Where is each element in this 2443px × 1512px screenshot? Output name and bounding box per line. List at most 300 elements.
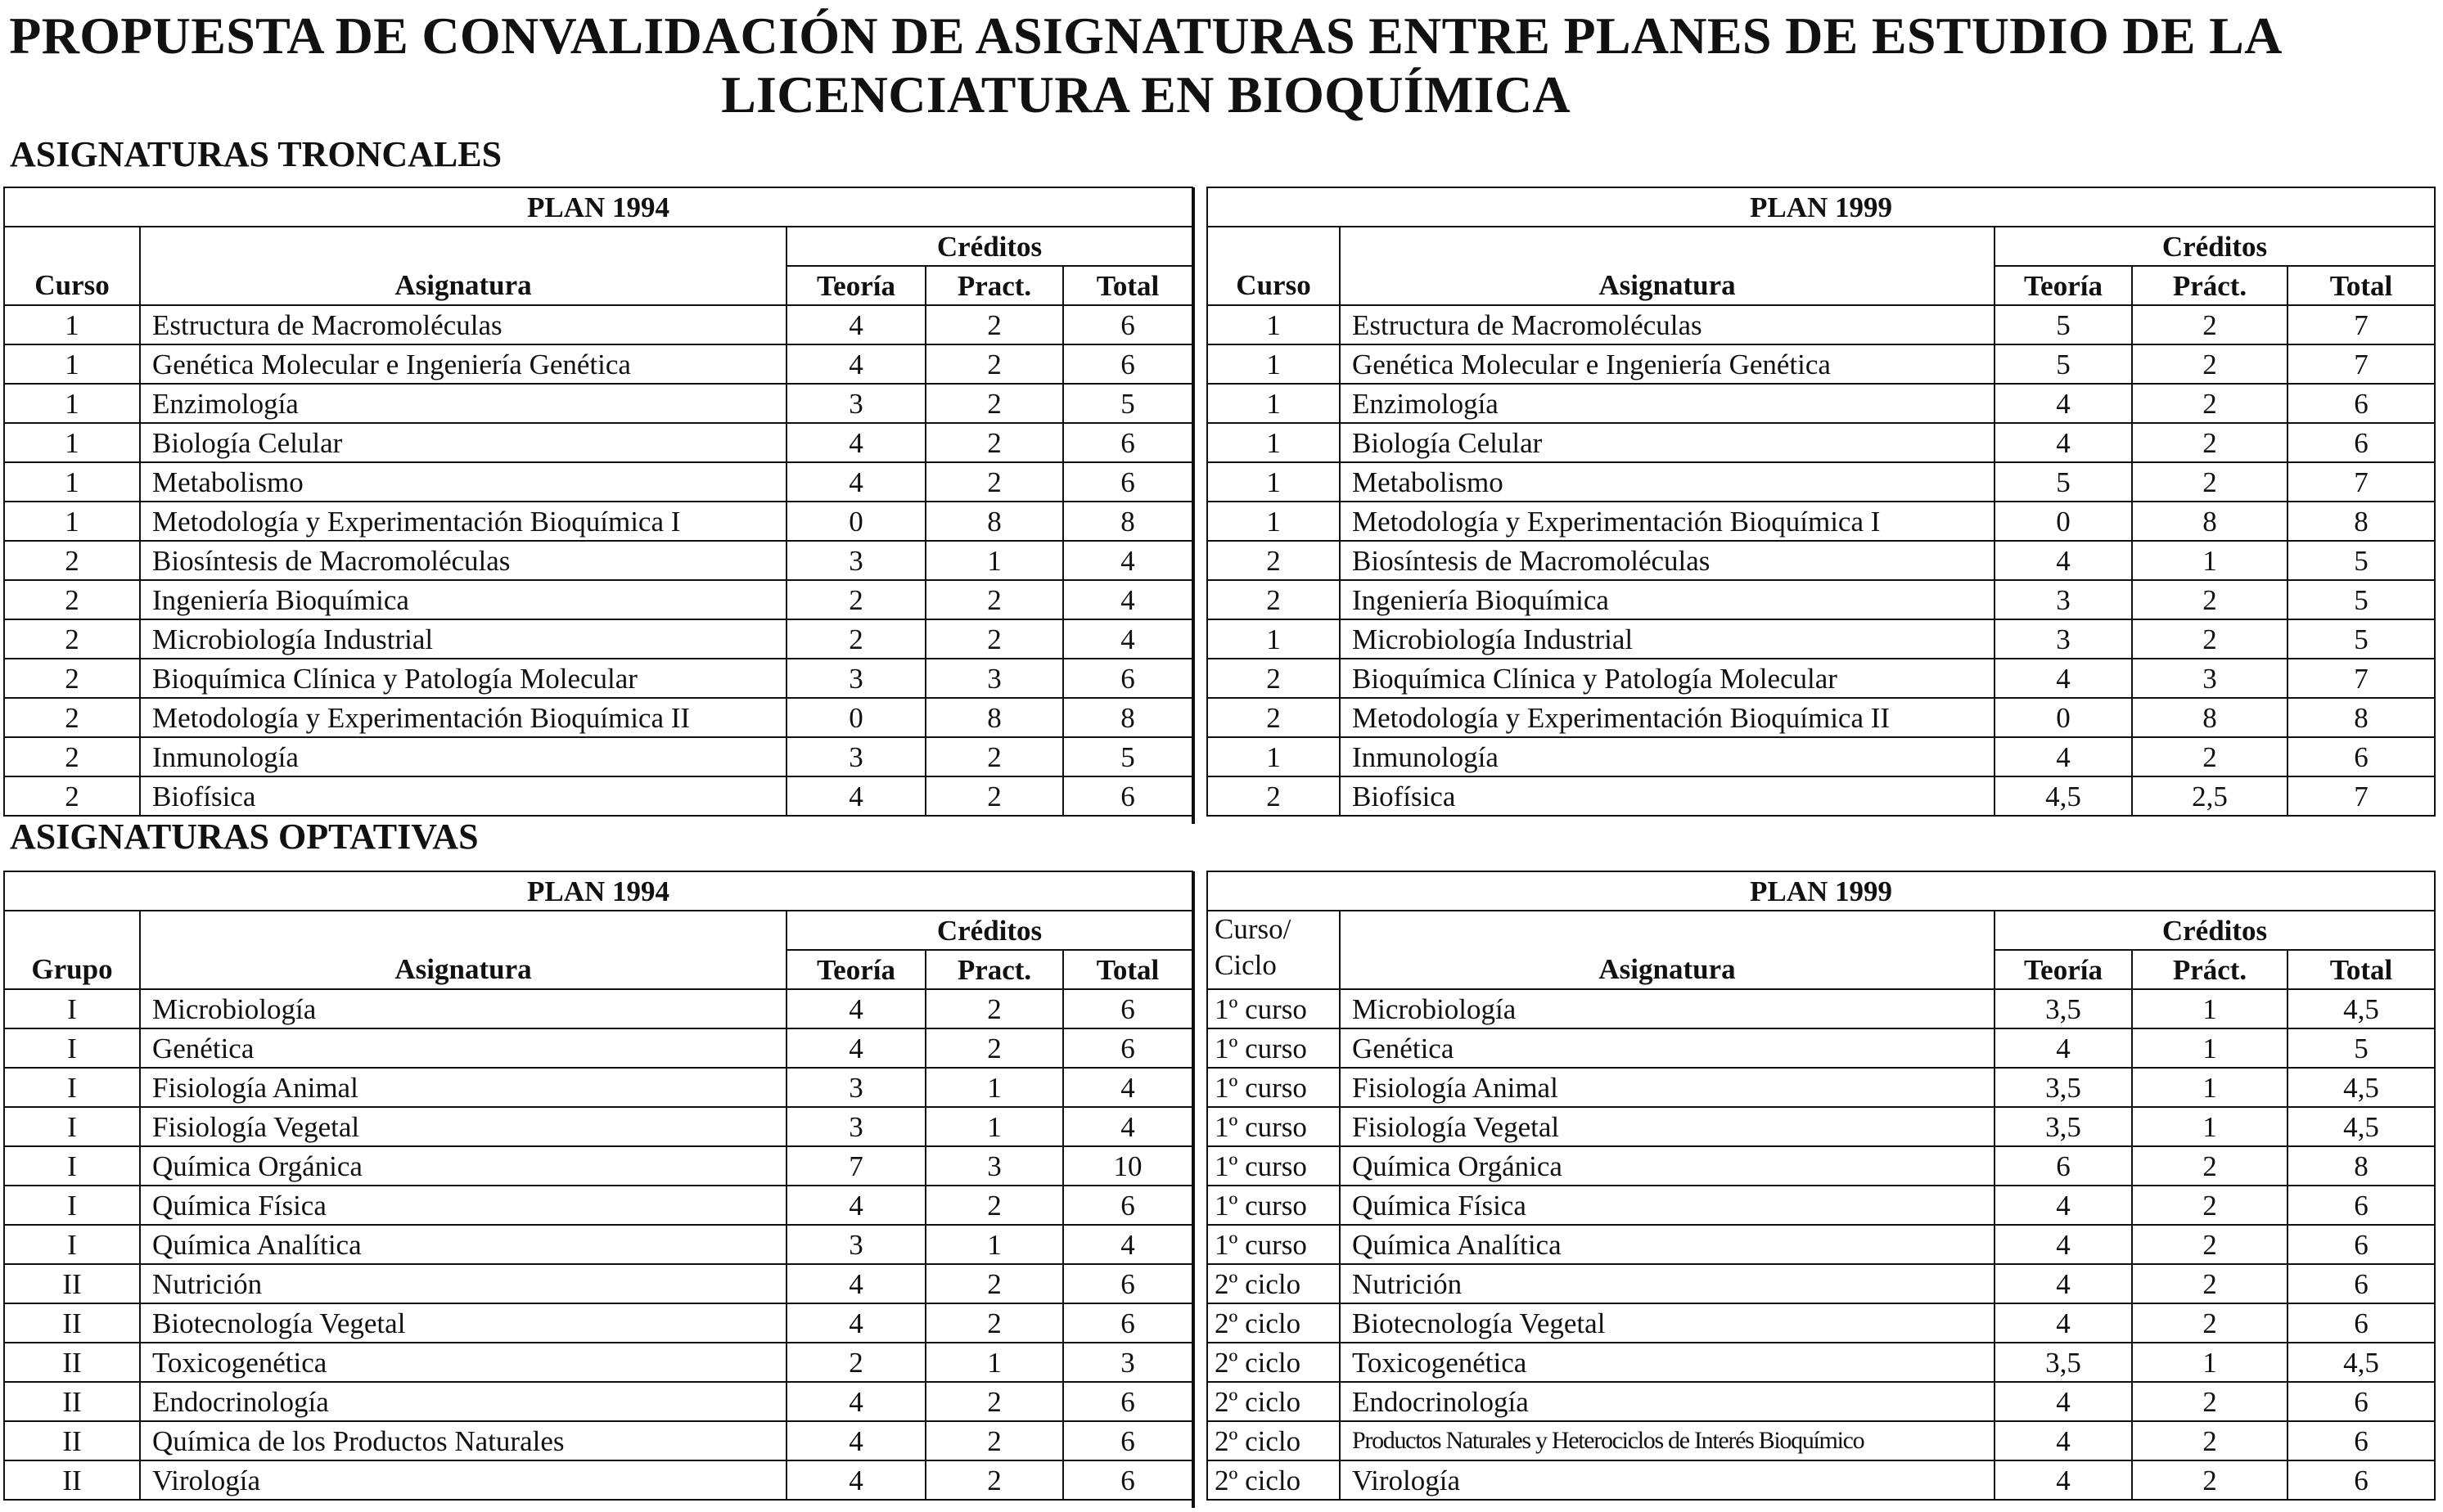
table-row [4, 305, 1192, 344]
cell-grupo: II [4, 1382, 140, 1421]
cell-teoria: 3 [787, 1107, 926, 1146]
cell-pract: 1 [2132, 541, 2287, 580]
cell-asignatura: Genética [140, 1028, 787, 1068]
table-row [4, 384, 1192, 423]
cell-pract: 2 [2132, 1264, 2287, 1303]
cell-asignatura: Inmunología [1340, 737, 1995, 776]
cell-curso: 2 [1207, 659, 1340, 698]
cell-curso: 2 [1207, 698, 1340, 737]
header-creditos: Créditos [787, 911, 1192, 950]
cell-teoria: 2 [787, 580, 926, 619]
cell-pract: 1 [926, 1343, 1063, 1382]
cell-pract: 2,5 [2132, 776, 2287, 816]
cell-asignatura: Química de los Productos Naturales [140, 1421, 787, 1460]
table-row [1207, 580, 2435, 619]
cell-total: 6 [2287, 384, 2435, 423]
cell-pract: 2 [2132, 1225, 2287, 1264]
table-row [1207, 737, 2435, 776]
table-row [4, 1264, 1192, 1303]
cell-total: 4,5 [2287, 989, 2435, 1028]
cell-teoria: 2 [787, 619, 926, 659]
cell-curso: 1 [4, 344, 140, 384]
cell-pract: 1 [926, 1068, 1063, 1107]
cell-curso: 2 [4, 737, 140, 776]
cell-total: 8 [2287, 698, 2435, 737]
cell-teoria: 4 [1995, 384, 2132, 423]
cell-curso: 1 [1207, 384, 1340, 423]
cell-pract: 1 [926, 1107, 1063, 1146]
cell-asignatura: Química Orgánica [140, 1146, 787, 1186]
cell-total: 6 [1063, 423, 1192, 462]
header-total: Total [1063, 266, 1192, 305]
table-row [1207, 1146, 2435, 1186]
cell-teoria: 4 [1995, 1264, 2132, 1303]
table-row [1207, 423, 2435, 462]
cell-teoria: 3,5 [1995, 989, 2132, 1028]
cell-total: 6 [1063, 1421, 1192, 1460]
cell-teoria: 4 [787, 1028, 926, 1068]
cell-total: 6 [2287, 1225, 2435, 1264]
cell-total: 5 [1063, 384, 1192, 423]
cell-teoria: 5 [1995, 344, 2132, 384]
cell-teoria: 0 [1995, 698, 2132, 737]
cell-total: 6 [1063, 462, 1192, 502]
header-pract: Práct. [2132, 950, 2287, 989]
optativas-plan-1994-table [3, 871, 1193, 1501]
cell-teoria: 4 [787, 1303, 926, 1343]
cell-asignatura: Microbiología [1340, 989, 1995, 1028]
cell-teoria: 3 [1995, 619, 2132, 659]
cell-total: 6 [1063, 1382, 1192, 1421]
cell-teoria: 4 [1995, 1028, 2132, 1068]
cell-total: 8 [1063, 698, 1192, 737]
cell-asignatura: Fisiología Animal [1340, 1068, 1995, 1107]
table-row [1207, 1382, 2435, 1421]
table-row [1207, 659, 2435, 698]
cell-total: 4 [1063, 541, 1192, 580]
cell-asignatura: Biotecnología Vegetal [140, 1303, 787, 1343]
cell-pract: 2 [2132, 423, 2287, 462]
cell-total: 6 [1063, 1460, 1192, 1500]
page-title-line-2: LICENCIATURA EN BIOQUÍMICA [721, 65, 1571, 124]
header-curso: Curso [4, 227, 140, 305]
cell-pract: 2 [926, 1186, 1063, 1225]
cell-curso: 2 [1207, 541, 1340, 580]
cell-total: 6 [1063, 1186, 1192, 1225]
cell-asignatura: Química Analítica [1340, 1225, 1995, 1264]
cell-teoria: 4 [787, 1460, 926, 1500]
cell-pract: 3 [926, 659, 1063, 698]
cell-pract: 8 [926, 502, 1063, 541]
cell-pract: 3 [2132, 659, 2287, 698]
cell-pract: 2 [926, 580, 1063, 619]
cell-pract: 1 [926, 1225, 1063, 1264]
cell-total: 5 [2287, 541, 2435, 580]
plan-label: PLAN 1999 [1207, 187, 2435, 227]
cell-teoria: 4 [1995, 737, 2132, 776]
table-row [1207, 1303, 2435, 1343]
cell-curso: 1 [1207, 619, 1340, 659]
table-row [4, 1186, 1192, 1225]
cell-pract: 2 [926, 1303, 1063, 1343]
cell-pract: 2 [926, 737, 1063, 776]
cell-total: 8 [2287, 1146, 2435, 1186]
cell-curso: 2 [4, 776, 140, 816]
cell-total: 5 [2287, 619, 2435, 659]
cell-asignatura: Metodología y Experimentación Bioquímica I [140, 502, 787, 541]
cell-pract: 2 [2132, 737, 2287, 776]
table-row [4, 502, 1192, 541]
cell-grupo: I [4, 1225, 140, 1264]
table-row [4, 776, 1192, 816]
cell-asignatura: Química Orgánica [1340, 1146, 1995, 1186]
cell-asignatura: Enzimología [140, 384, 787, 423]
cell-curso: 1 [1207, 305, 1340, 344]
header-pract: Práct. [2132, 266, 2287, 305]
cell-pract: 2 [926, 384, 1063, 423]
cell-grupo: II [4, 1421, 140, 1460]
cell-total: 5 [2287, 1028, 2435, 1068]
cell-teoria: 4 [1995, 1303, 2132, 1343]
cell-grupo: II [4, 1264, 140, 1303]
cell-teoria: 4 [1995, 1460, 2132, 1500]
cell-teoria: 3,5 [1995, 1068, 2132, 1107]
table-row [4, 659, 1192, 698]
cell-total: 6 [1063, 776, 1192, 816]
cell-ciclo: 1º curso [1207, 1225, 1340, 1264]
cell-total: 7 [2287, 776, 2435, 816]
cell-asignatura: Química Analítica [140, 1225, 787, 1264]
header-pract: Pract. [926, 950, 1063, 989]
header-asignatura: Asignatura [140, 227, 787, 305]
cell-teoria: 4 [787, 1264, 926, 1303]
troncales-plan-1999-table [1206, 187, 2436, 817]
header-creditos: Créditos [1995, 911, 2435, 950]
cell-asignatura: Nutrición [1340, 1264, 1995, 1303]
cell-total: 6 [1063, 1264, 1192, 1303]
cell-asignatura: Microbiología Industrial [140, 619, 787, 659]
cell-teoria: 3 [787, 541, 926, 580]
table-row [1207, 1068, 2435, 1107]
cell-teoria: 4 [787, 1382, 926, 1421]
cell-pract: 1 [2132, 1107, 2287, 1146]
cell-asignatura: Metabolismo [140, 462, 787, 502]
cell-teoria: 7 [787, 1146, 926, 1186]
cell-ciclo: 1º curso [1207, 989, 1340, 1028]
table-row [4, 1107, 1192, 1146]
cell-grupo: I [4, 1068, 140, 1107]
cell-curso: 1 [4, 502, 140, 541]
cell-total: 6 [2287, 1460, 2435, 1500]
header-asignatura: Asignatura [140, 911, 787, 989]
cell-curso: 1 [1207, 462, 1340, 502]
cell-curso: 2 [1207, 580, 1340, 619]
header-total: Total [2287, 950, 2435, 989]
cell-curso: 2 [4, 580, 140, 619]
cell-curso: 1 [1207, 423, 1340, 462]
cell-teoria: 4 [787, 1186, 926, 1225]
cell-asignatura: Bioquímica Clínica y Patología Molecular [140, 659, 787, 698]
cell-teoria: 3 [787, 384, 926, 423]
cell-curso: 2 [4, 659, 140, 698]
cell-pract: 2 [2132, 1421, 2287, 1460]
cell-teoria: 4,5 [1995, 776, 2132, 816]
cell-asignatura: Biosíntesis de Macromoléculas [140, 541, 787, 580]
table-row [4, 1028, 1192, 1068]
header-curso-line-1: Curso/ [1215, 913, 1291, 945]
cell-asignatura: Estructura de Macromoléculas [140, 305, 787, 344]
cell-total: 6 [1063, 344, 1192, 384]
cell-ciclo: 2º ciclo [1207, 1382, 1340, 1421]
cell-teoria: 4 [787, 989, 926, 1028]
cell-pract: 2 [926, 619, 1063, 659]
cell-total: 6 [2287, 1264, 2435, 1303]
table-row [1207, 1107, 2435, 1146]
cell-curso: 2 [4, 698, 140, 737]
cell-teoria: 0 [787, 502, 926, 541]
cell-grupo: I [4, 1028, 140, 1068]
cell-pract: 2 [2132, 1303, 2287, 1343]
table-row [4, 462, 1192, 502]
cell-total: 6 [1063, 1028, 1192, 1068]
table-row [1207, 1225, 2435, 1264]
cell-ciclo: 1º curso [1207, 1186, 1340, 1225]
cell-total: 7 [2287, 344, 2435, 384]
table-row [1207, 1343, 2435, 1382]
cell-total: 8 [2287, 502, 2435, 541]
cell-curso: 1 [1207, 344, 1340, 384]
cell-asignatura: Biotecnología Vegetal [1340, 1303, 1995, 1343]
cell-teoria: 4 [787, 344, 926, 384]
table-row [1207, 502, 2435, 541]
table-row [1207, 1028, 2435, 1068]
cell-total: 5 [1063, 737, 1192, 776]
cell-pract: 1 [2132, 1028, 2287, 1068]
table-row [4, 737, 1192, 776]
plan-label: PLAN 1994 [4, 871, 1192, 911]
cell-total: 4,5 [2287, 1068, 2435, 1107]
cell-asignatura: Microbiología Industrial [1340, 619, 1995, 659]
cell-asignatura: Inmunología [140, 737, 787, 776]
header-asignatura: Asignatura [1340, 227, 1995, 305]
cell-pract: 2 [2132, 344, 2287, 384]
cell-total: 3 [1063, 1343, 1192, 1382]
cell-asignatura: Biología Celular [1340, 423, 1995, 462]
cell-total: 6 [1063, 659, 1192, 698]
cell-asignatura: Nutrición [140, 1264, 787, 1303]
cell-total: 4 [1063, 619, 1192, 659]
cell-pract: 2 [2132, 1186, 2287, 1225]
cell-ciclo: 1º curso [1207, 1107, 1340, 1146]
table-row [4, 619, 1192, 659]
cell-ciclo: 1º curso [1207, 1068, 1340, 1107]
cell-pract: 8 [926, 698, 1063, 737]
cell-total: 6 [2287, 423, 2435, 462]
cell-asignatura: Química Física [140, 1186, 787, 1225]
cell-teoria: 4 [1995, 1421, 2132, 1460]
cell-total: 7 [2287, 659, 2435, 698]
cell-ciclo: 2º ciclo [1207, 1303, 1340, 1343]
cell-total: 4 [1063, 1068, 1192, 1107]
cell-asignatura: Biofísica [1340, 776, 1995, 816]
cell-teoria: 2 [787, 1343, 926, 1382]
cell-total: 5 [2287, 580, 2435, 619]
header-grupo: Grupo [4, 911, 140, 989]
double-rule-optativas [1192, 871, 1195, 1508]
cell-pract: 2 [2132, 619, 2287, 659]
cell-teoria: 4 [1995, 1186, 2132, 1225]
cell-pract: 2 [2132, 1382, 2287, 1421]
cell-pract: 2 [926, 305, 1063, 344]
table-row [4, 698, 1192, 737]
cell-asignatura: Metabolismo [1340, 462, 1995, 502]
cell-curso: 1 [4, 462, 140, 502]
cell-grupo: I [4, 1107, 140, 1146]
cell-curso: 2 [4, 619, 140, 659]
cell-asignatura: Toxicogenética [140, 1343, 787, 1382]
cell-pract: 8 [2132, 502, 2287, 541]
cell-asignatura: Endocrinología [140, 1382, 787, 1421]
header-teoria: Teoría [787, 266, 926, 305]
cell-pract: 2 [2132, 1460, 2287, 1500]
table-row [4, 580, 1192, 619]
cell-total: 7 [2287, 305, 2435, 344]
table-row [4, 1382, 1192, 1421]
header-total: Total [2287, 266, 2435, 305]
cell-asignatura: Genética Molecular e Ingeniería Genética [1340, 344, 1995, 384]
cell-curso: 2 [1207, 776, 1340, 816]
table-row [4, 1303, 1192, 1343]
header-total: Total [1063, 950, 1192, 989]
cell-asignatura: Productos Naturales y Heterociclos de Interés Bioquímico [1340, 1421, 1995, 1460]
table-row [1207, 1460, 2435, 1500]
table-row [4, 989, 1192, 1028]
cell-pract: 2 [926, 1421, 1063, 1460]
cell-total: 6 [2287, 1186, 2435, 1225]
cell-total: 4 [1063, 1225, 1192, 1264]
cell-asignatura: Biosíntesis de Macromoléculas [1340, 541, 1995, 580]
cell-asignatura: Química Física [1340, 1186, 1995, 1225]
table-row [4, 1146, 1192, 1186]
cell-teoria: 3 [787, 1068, 926, 1107]
cell-asignatura: Toxicogenética [1340, 1343, 1995, 1382]
table-row [1207, 989, 2435, 1028]
table-row [1207, 1264, 2435, 1303]
cell-teoria: 3 [1995, 580, 2132, 619]
table-row [4, 541, 1192, 580]
header-teoria: Teoría [1995, 266, 2132, 305]
cell-pract: 1 [2132, 1343, 2287, 1382]
cell-total: 6 [1063, 1303, 1192, 1343]
table-row [1207, 384, 2435, 423]
cell-grupo: I [4, 1146, 140, 1186]
cell-asignatura: Metodología y Experimentación Bioquímica II [140, 698, 787, 737]
cell-grupo: I [4, 1186, 140, 1225]
table-row [4, 423, 1192, 462]
cell-total: 6 [2287, 1303, 2435, 1343]
cell-pract: 2 [926, 1460, 1063, 1500]
cell-asignatura: Metodología y Experimentación Bioquímica I [1340, 502, 1995, 541]
cell-teoria: 4 [787, 1421, 926, 1460]
cell-pract: 2 [926, 462, 1063, 502]
cell-teoria: 4 [787, 462, 926, 502]
cell-teoria: 0 [787, 698, 926, 737]
cell-pract: 2 [926, 423, 1063, 462]
cell-ciclo: 2º ciclo [1207, 1264, 1340, 1303]
cell-teoria: 4 [1995, 541, 2132, 580]
table-row [4, 1068, 1192, 1107]
cell-teoria: 4 [787, 305, 926, 344]
cell-total: 10 [1063, 1146, 1192, 1186]
cell-total: 7 [2287, 462, 2435, 502]
cell-teoria: 3,5 [1995, 1107, 2132, 1146]
cell-pract: 2 [926, 344, 1063, 384]
table-row [1207, 1421, 2435, 1460]
header-creditos: Créditos [1995, 227, 2435, 266]
header-curso: Curso [1207, 227, 1340, 305]
cell-teoria: 6 [1995, 1146, 2132, 1186]
cell-asignatura: Biología Celular [140, 423, 787, 462]
cell-pract: 1 [926, 541, 1063, 580]
troncales-plan-1994-table [3, 187, 1193, 817]
cell-total: 4 [1063, 1107, 1192, 1146]
cell-grupo: II [4, 1303, 140, 1343]
cell-ciclo: 2º ciclo [1207, 1421, 1340, 1460]
cell-pract: 2 [926, 1382, 1063, 1421]
cell-asignatura: Ingeniería Bioquímica [1340, 580, 1995, 619]
cell-asignatura: Biofísica [140, 776, 787, 816]
table-row [1207, 344, 2435, 384]
header-asignatura: Asignatura [1340, 911, 1995, 989]
table-row [1207, 698, 2435, 737]
table-row [1207, 1186, 2435, 1225]
cell-total: 6 [1063, 305, 1192, 344]
cell-teoria: 3 [787, 1225, 926, 1264]
optativas-plan-1999-table [1206, 871, 2436, 1501]
cell-pract: 2 [2132, 580, 2287, 619]
header-teoria: Teoría [787, 950, 926, 989]
cell-total: 6 [1063, 989, 1192, 1028]
cell-asignatura: Ingeniería Bioquímica [140, 580, 787, 619]
table-row [4, 1421, 1192, 1460]
cell-grupo: I [4, 989, 140, 1028]
table-row [4, 1343, 1192, 1382]
double-rule-troncales [1192, 187, 1195, 824]
cell-total: 6 [2287, 1421, 2435, 1460]
cell-teoria: 5 [1995, 462, 2132, 502]
cell-pract: 2 [926, 989, 1063, 1028]
cell-grupo: II [4, 1460, 140, 1500]
plan-label: PLAN 1999 [1207, 871, 2435, 911]
cell-teoria: 4 [787, 423, 926, 462]
cell-asignatura: Virología [140, 1460, 787, 1500]
cell-curso: 1 [1207, 737, 1340, 776]
cell-teoria: 4 [1995, 659, 2132, 698]
cell-teoria: 4 [1995, 423, 2132, 462]
cell-asignatura: Genética [1340, 1028, 1995, 1068]
cell-teoria: 0 [1995, 502, 2132, 541]
header-pract: Pract. [926, 266, 1063, 305]
cell-pract: 2 [2132, 305, 2287, 344]
table-row [1207, 462, 2435, 502]
cell-teoria: 4 [787, 776, 926, 816]
cell-pract: 1 [2132, 1068, 2287, 1107]
header-curso-line-2: Ciclo [1215, 949, 1277, 981]
page-title [0, 7, 2292, 124]
table-row [1207, 541, 2435, 580]
cell-total: 4 [1063, 580, 1192, 619]
cell-curso: 2 [4, 541, 140, 580]
